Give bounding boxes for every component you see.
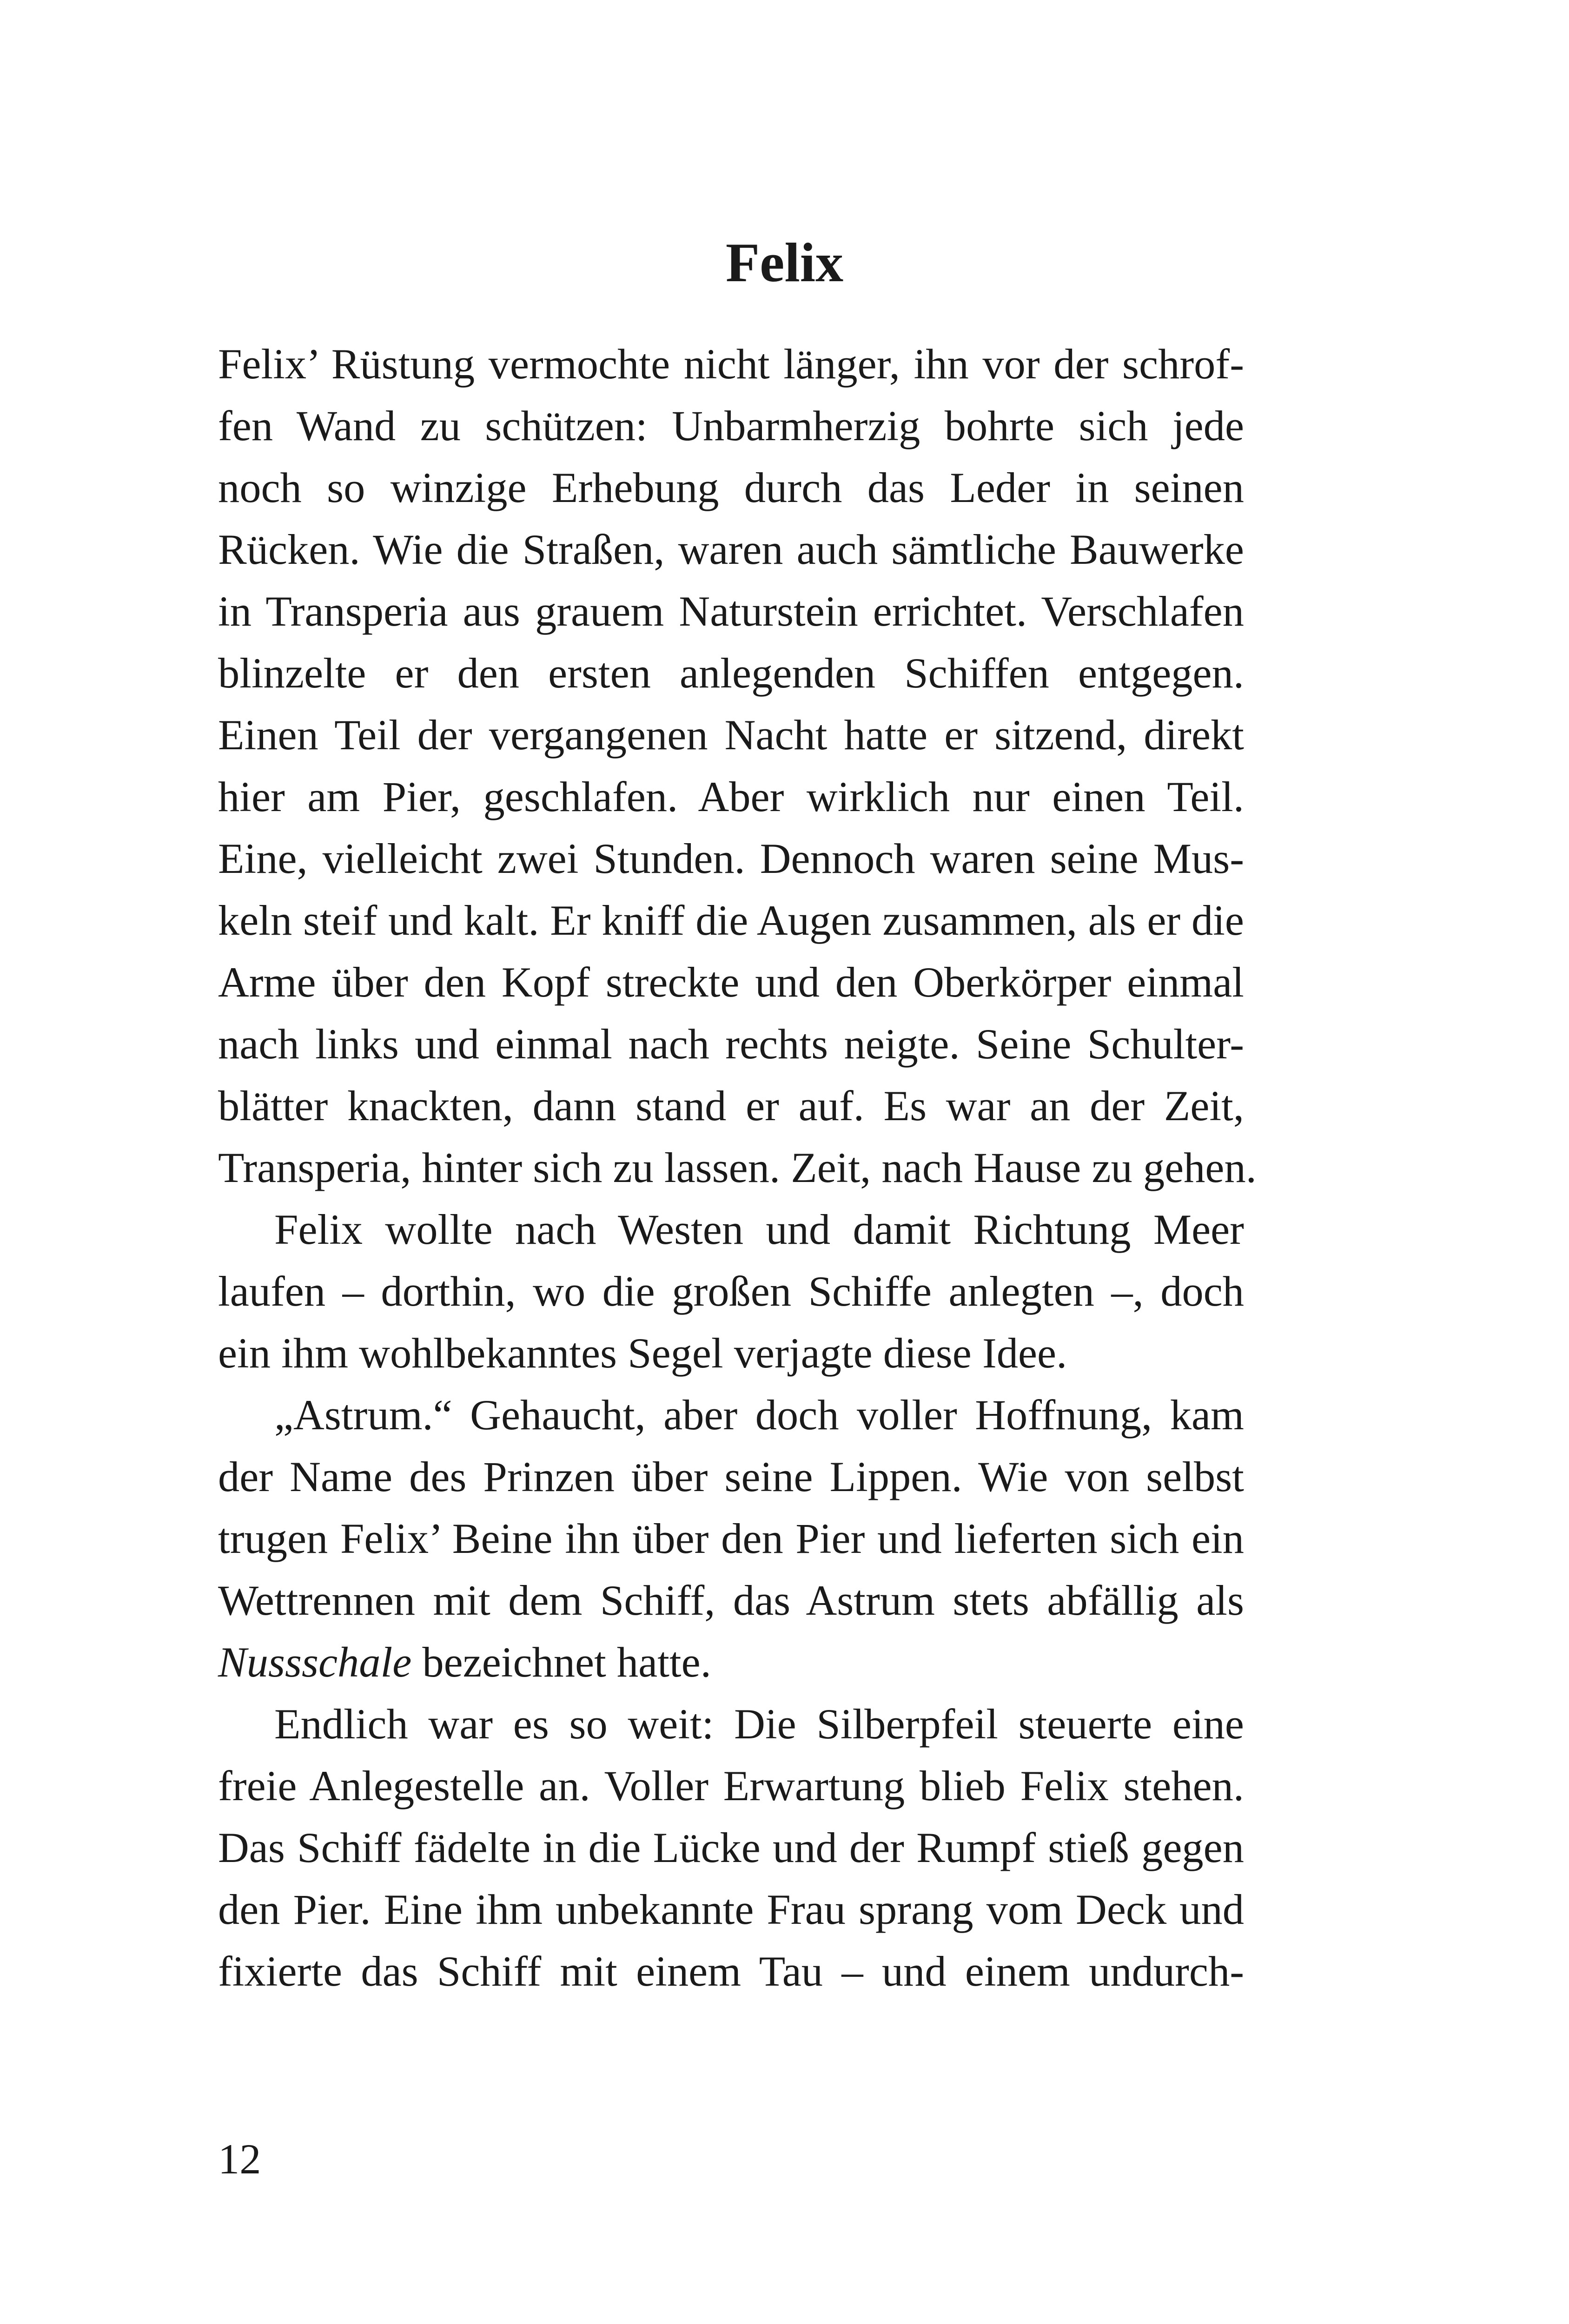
text-line: laufen – dorthin, wo die großen Schiffe anlegten –, doch — [218, 1268, 1244, 1315]
text-line: nach links und einmal nach rechts neigte. Seine Schulter- — [218, 1021, 1244, 1068]
text-line: blinzelte er den ersten anlegenden Schiffen entgegen. — [218, 650, 1244, 697]
page-number: 12 — [218, 2136, 261, 2183]
text-line: Endlich war es so weit: Die Silberpfeil steuerte eine — [274, 1701, 1244, 1748]
text-line: freie Anlegestelle an. Voller Erwartung blieb Felix stehen. — [218, 1763, 1244, 1810]
text-line: den Pier. Eine ihm unbekannte Frau sprang vom Deck und — [218, 1886, 1244, 1934]
text-line: Felix wollte nach Westen und damit Richtung Meer — [274, 1206, 1244, 1254]
text-line: hier am Pier, geschlafen. Aber wirklich nur einen Teil. — [218, 773, 1244, 821]
text-line: Das Schiff fädelte in die Lücke und der Rumpf stieß gegen — [218, 1824, 1244, 1872]
text-line: Arme über den Kopf streckte und den Oberkörper einmal — [218, 959, 1244, 1006]
body-text — [218, 334, 1257, 2003]
text-line: Eine, vielleicht zwei Stunden. Dennoch waren seine Mus- — [218, 835, 1244, 883]
italic-word: Nussschale — [218, 1639, 412, 1686]
text-line: ein ihm wohlbekanntes Segel verjagte diese Idee. — [218, 1330, 1067, 1377]
text-line: blätter knackten, dann stand er auf. Es war an der Zeit, — [218, 1083, 1244, 1130]
text-line: Rücken. Wie die Straßen, waren auch sämtliche Bauwerke — [218, 526, 1244, 574]
text-span: bezeichnet hatte. — [411, 1639, 711, 1686]
text-line: Wettrennen mit dem Schiff, das Astrum stets abfällig als — [218, 1577, 1244, 1624]
text-line: noch so winzige Erhebung durch das Leder in seinen — [218, 464, 1244, 512]
text-line: keln steif und kalt. Er kniff die Augen zusammen, als er die — [218, 897, 1244, 944]
text-line: Transperia, hinter sich zu lassen. Zeit, nach Hause zu gehen. — [218, 1144, 1257, 1192]
chapter-title: Felix — [725, 231, 844, 293]
text-line: „Astrum.“ Gehaucht, aber doch voller Hoffnung, kam — [274, 1392, 1244, 1439]
text-line — [218, 1632, 1244, 1694]
text-line: fen Wand zu schützen: Unbarmherzig bohrte sich jede — [218, 403, 1244, 450]
text-line: Einen Teil der vergangenen Nacht hatte er sitzend, direkt — [218, 712, 1244, 759]
text-line: Felix’ Rüstung vermochte nicht länger, ihn vor der schrof- — [218, 341, 1244, 388]
text-line: der Name des Prinzen über seine Lippen. Wie von selbst — [218, 1453, 1244, 1501]
text-line: trugen Felix’ Beine ihn über den Pier und lieferten sich ein — [218, 1515, 1244, 1563]
text-line: in Transperia aus grauem Naturstein errichtet. Verschlafen — [218, 588, 1244, 635]
text-line: fixierte das Schiff mit einem Tau – und einem undurch- — [218, 1948, 1244, 1995]
